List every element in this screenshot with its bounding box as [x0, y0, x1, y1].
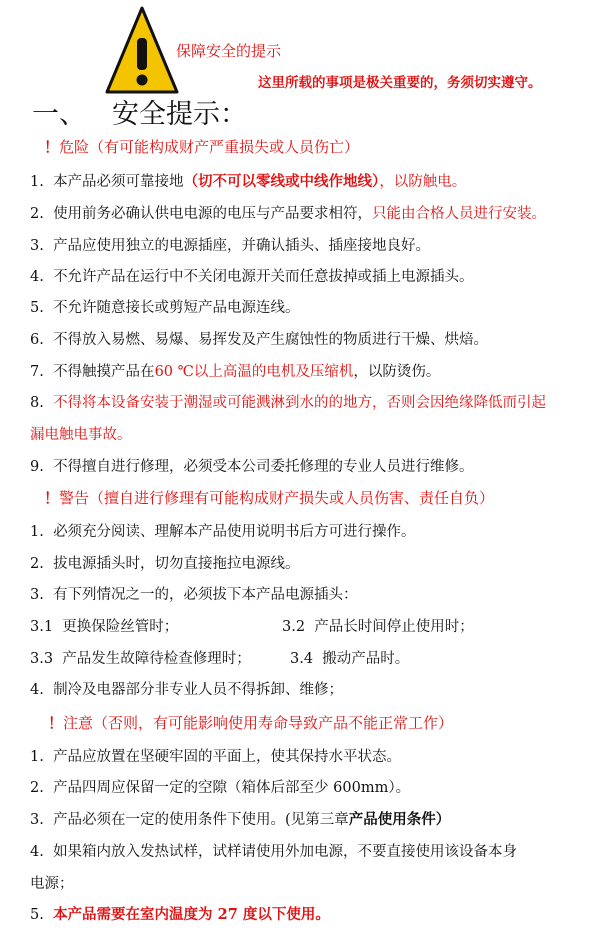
caution-item-2: 2. 产品四周应保留一定的空隙（箱体后部至少 600mm）。	[30, 780, 411, 796]
caution-item-4: 4. 如果箱内放入发热试样，试样请使用外加电源，不要直接使用该设备本身	[30, 844, 518, 860]
banner-title: 保障安全的提示	[176, 42, 282, 60]
warning-item-4: 4. 制冷及电器部分非专业人员不得拆卸、维修；	[30, 682, 344, 698]
warning-triangle-icon	[104, 4, 180, 96]
danger-item-3: 3. 产品应使用独立的电源插座，并确认插头、插座接地良好。	[30, 238, 431, 254]
warning-item-3: 3. 有下列情况之一的，必须拔下本产品电源插头：	[30, 587, 358, 603]
danger-header	[44, 136, 359, 157]
warning-header-text: 警告（擅自进行修理有可能构成财产损失或人员伤害、责任自负）	[59, 489, 495, 507]
danger-item-4: 4. 不允许产品在运行中不关闭电源开关而任意拔掉或插上电源插头。	[30, 269, 474, 285]
section-title: 安全提示：	[112, 99, 247, 130]
warning-header	[44, 487, 494, 508]
caution-item-5: 5. 本产品需要在室内温度为 27 度以下使用。	[30, 906, 330, 923]
danger-item-8: 8. 不得将本设备安装于潮湿或可能溅淋到水的的地方，否则会因绝缘降低而引起	[30, 395, 547, 411]
danger-item-9: 9. 不得擅自进行修理，必须受本公司委托修理的专业人员进行维修。	[30, 459, 474, 475]
warning-sub-3-3: 3.3 产品发生故障待检查修理时；	[30, 651, 251, 667]
danger-item-6: 6. 不得放入易燃、易爆、易挥发及产生腐蚀性的物质进行干燥、烘焙。	[30, 332, 489, 348]
danger-item-7: 7. 不得触摸产品在60 ℃以上高温的电机及压缩机，以防烫伤。	[30, 364, 441, 380]
danger-item-5: 5. 不允许随意接长或剪短产品电源连线。	[30, 300, 300, 316]
warning-sub-3-2: 3.2 产品长时间停止使用时；	[282, 619, 474, 635]
danger-item-8-cont: 漏电触电事故。	[30, 427, 132, 443]
banner-subtitle: 这里所载的事项是极关重要的，务须切实遵守。	[258, 75, 542, 91]
caution-header	[48, 712, 453, 733]
warning-item-2: 2. 拔电源插头时，切勿直接拖拉电源线。	[30, 556, 300, 572]
danger-mark: ！	[44, 138, 60, 156]
section-number: 一、	[32, 99, 86, 130]
warning-sub-3-4: 3.4 搬动产品时。	[290, 651, 410, 667]
danger-item-1: 1. 本产品必须可靠接地（切不可以零线或中线作地线），以防触电。	[30, 174, 467, 190]
danger-item-2: 2. 使用前务必确认供电电源的电压与产品要求相符，只能由合格人员进行安装。	[30, 206, 547, 222]
warning-mark: ！	[44, 489, 60, 507]
caution-mark: ！	[48, 714, 64, 732]
caution-item-1: 1. 产品应放置在坚硬牢固的平面上，使其保持水平状态。	[30, 749, 402, 765]
warning-sub-3-1: 3.1 更换保险丝管时；	[30, 619, 179, 635]
caution-item-3: 3. 产品必须在一定的使用条件下使用。(见第三章产品使用条件）	[30, 811, 451, 828]
caution-header-text: 注意（否则，有可能影响使用寿命导致产品不能正常工作）	[63, 714, 454, 732]
danger-header-text: 危险（有可能构成财产严重损失或人员伤亡）	[59, 138, 360, 156]
warning-item-1: 1. 必须充分阅读、理解本产品使用说明书后方可进行操作。	[30, 524, 416, 540]
caution-item-4-cont: 电源；	[30, 876, 74, 892]
